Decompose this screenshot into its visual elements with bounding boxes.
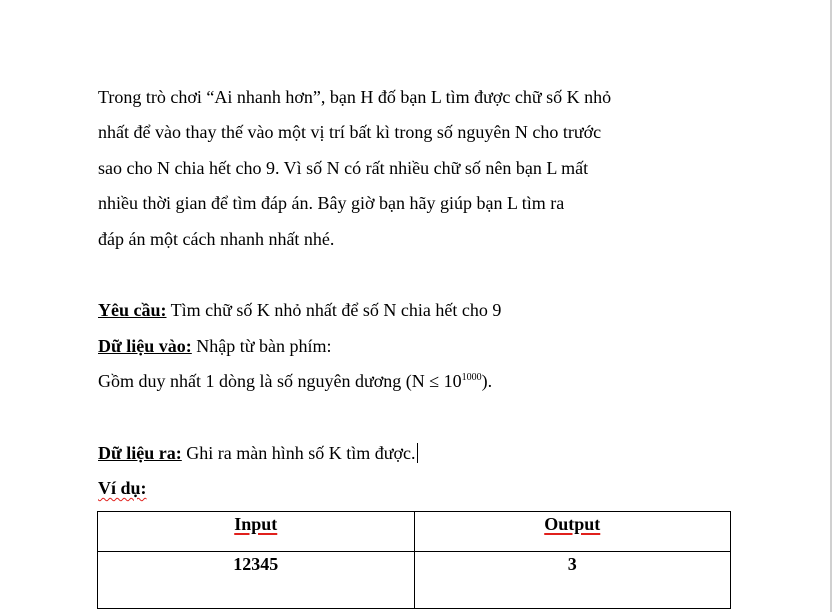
requirement-text: Tìm chữ số K nhỏ nhất để số N chia hết cho 9 [166, 300, 502, 320]
table-header-input [98, 512, 415, 552]
example-table [97, 511, 731, 609]
input-spec-label: Dữ liệu vào: [98, 336, 192, 356]
table-header-output [414, 512, 731, 552]
intro-line-2: nhất để vào thay thế vào một vị trí bất kì trong số nguyên N cho trước [98, 122, 602, 142]
intro-line-3: sao cho N chia hết cho 9. Vì số N có rất nhiều chữ số nên bạn L mất [98, 158, 589, 178]
table-header-row [98, 512, 731, 552]
requirement-label: Yêu cầu: [98, 300, 167, 320]
output-spec-label: Dữ liệu ra: [98, 443, 182, 463]
example-label: Ví dụ: [98, 478, 147, 498]
header-input-text: Input [234, 514, 278, 534]
intro-line-4: nhiều thời gian để tìm đáp án. Bây giờ bạn hãy giúp bạn L tìm ra [98, 193, 565, 213]
output-spec-line[interactable] [98, 442, 418, 464]
input-detail-exponent: 1000 [461, 372, 482, 383]
input-detail-suffix: ). [481, 371, 493, 391]
input-spec-line [98, 335, 332, 357]
input-detail-line [98, 370, 492, 392]
input-detail-prefix: Gồm duy nhất 1 dòng là số nguyên dương (N ≤ 10 [98, 371, 462, 391]
intro-line-1: Trong trò chơi “Ai nhanh hơn”, bạn H đố bạn L tìm được chữ số K nhỏ [98, 87, 612, 107]
output-spec-text: Ghi ra màn hình số K tìm được. [181, 443, 416, 463]
header-output-text: Output [544, 514, 601, 534]
table-cell-input: 12345 [98, 552, 415, 609]
requirement-line [98, 299, 501, 321]
table-row [98, 552, 731, 609]
table-cell-output: 3 [414, 552, 731, 609]
intro-line-5: đáp án một cách nhanh nhất nhé. [98, 229, 335, 249]
text-cursor [417, 443, 418, 463]
example-heading-line [98, 477, 147, 499]
input-spec-text: Nhập từ bàn phím: [191, 336, 332, 356]
